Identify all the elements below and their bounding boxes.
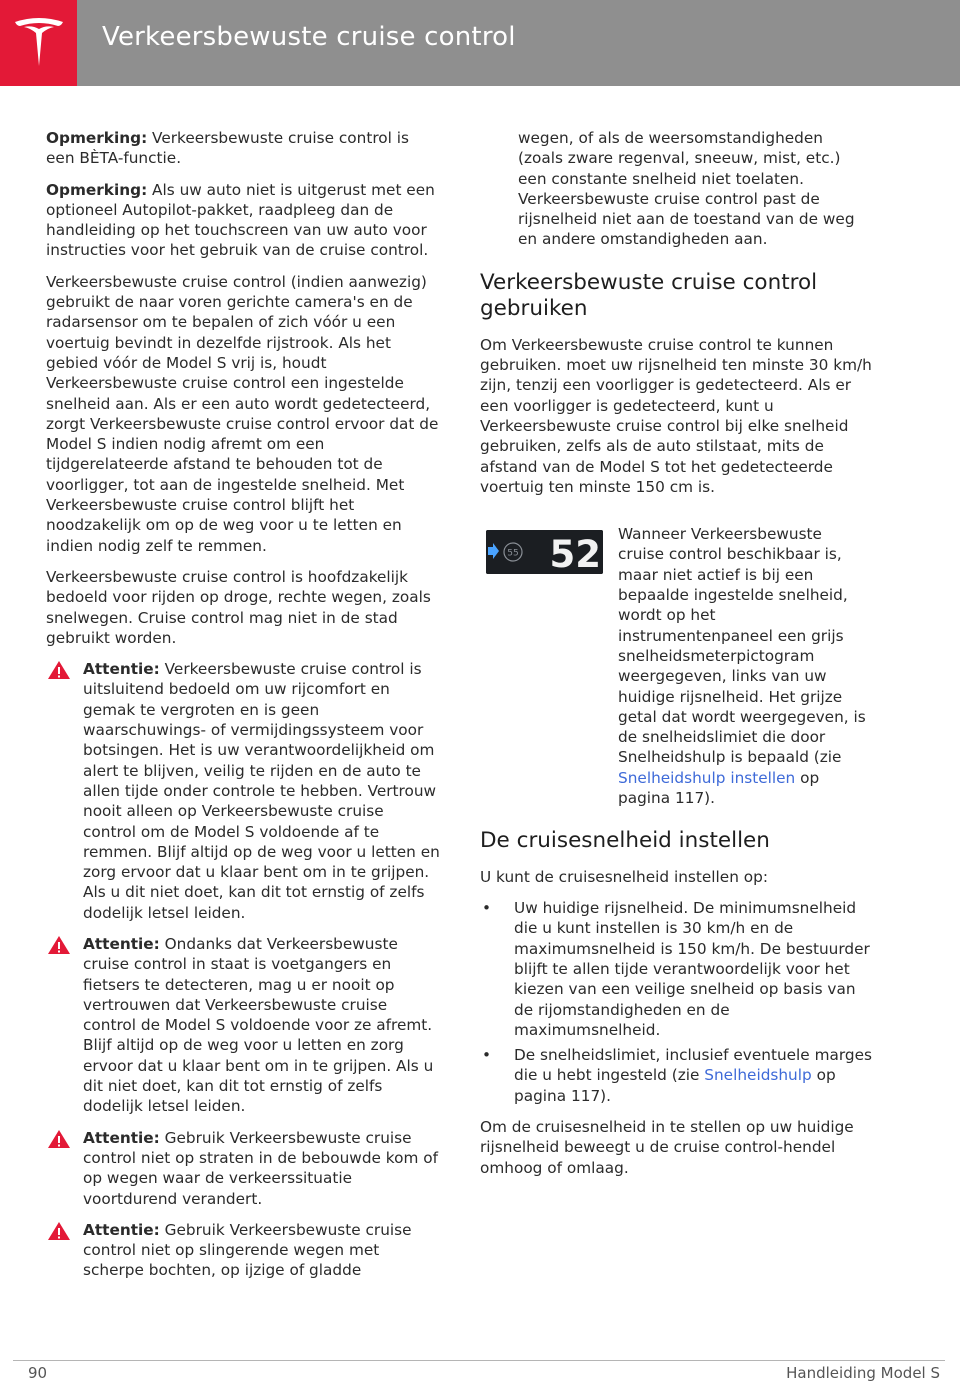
note-label: Opmerking: [46,129,148,147]
note-text: Verkeersbewuste cruise control is een BÈTA-functie. [46,129,409,168]
bullet-icon: • [482,899,492,918]
current-speed-value: 52 [549,533,601,575]
section-heading-instellen: De cruisesnelheid instellen [480,828,770,854]
page-header [0,0,960,86]
list-item-text-after: op pagina 117). [514,1066,836,1105]
warning-triangle-icon [47,660,71,680]
left-column [46,128,441,1292]
warning-triangle-icon [47,1129,71,1149]
body-paragraph: Om Verkeersbewuste cruise control te kunnen gebruiken. moet uw rijsnelheid ten minste 30 km/h zijn, tenzij een voorligger is gedetecteerd. Als er een voorligger is gedetecteerd, kunt u Verkeersbewuste cruise control bij elke snelheid gebruiken, zelfs als de auto stilstaat, mits de afstand van de Model S tot het gedetecteerde voertuig ten minste 150 cm is. [480,335,872,496]
bullet-list [480,898,872,1106]
tesla-logo-icon [13,16,65,70]
link-snelheidshulp-instellen[interactable]: Snelheidshulp instellen [618,768,796,787]
speed-icon-block [480,508,872,808]
warning-triangle-icon [47,935,71,955]
section-heading-gebruiken: Verkeersbewuste cruise control gebruiken [480,269,818,322]
note-text: Als uw auto niet is uitgerust met een optioneel Autopilot-pakket, raadpleeg dan de handleiding op het touchscreen van uw auto voor instructies voor het gebruik van de cruise control. [46,180,435,260]
warning-text: Gebruik Verkeersbewuste cruise control niet op slingerende wegen met scherpe bochten, op ijzige of gladde [83,1220,412,1280]
list-item [480,898,872,1040]
body-paragraph: Verkeersbewuste cruise control (indien aanwezig) gebruikt de naar voren gerichte camera's en de radarsensor om te bepalen of zich vóór u een voertuig bevindt in dezelfde rijstrook. Als het gebied vóór de Model S vrij is, houdt Verkeersbewuste cruise control een ingestelde snelheid aan. Als er een auto wordt gedetecteerd, zorgt Verkeersbewuste cruise control ervoor dat de Model S indien nodig afremt om een tijdgerelateerde afstand te behouden tot de voorligger, tot aan de ingestelde snelheid. Met Verkeersbewuste cruise control blijft het noodzakelijk om op de weg voor u te letten en indien nodig zelf te remmen. [46,272,439,555]
warning-text: Gebruik Verkeersbewuste cruise control niet op straten in de bebouwde kom of op wegen waar de verkeerssituatie voortdurend verandert. [83,1128,438,1208]
footer-divider [13,1360,945,1361]
note-paragraph [46,180,441,261]
warning-label: Attentie: [83,660,160,679]
brand-logo [0,0,77,86]
warning-text: Verkeersbewuste cruise control is uitsluitend bedoeld om uw rijcomfort en gemak te vergroten en is geen waarschuwings- of vermijdingssysteem voor botsingen. Het is uw verantwoordelijkheid om alert te blijven, veilig te rijden en de auto te allen tijde onder controle te hebben. Vertrouw nooit alleen op Verkeersbewuste cruise control om de Model S voldoende af te remmen. Blijf altijd op de weg voor u letten en zorg ervoor dat u klaar bent om in te grijpen. Als u dit niet doet, kan dit tot ernstig of zelfs dodelijk letsel leiden. [83,660,440,922]
speed-text-before: Wanneer Verkeersbewuste cruise control beschikbaar is, maar niet actief is bij een bepaalde ingestelde snelheid, wordt op het instrumentenpaneel een grijs snelheidsmeterpictogram weergegeven, links van uw huidige rijsnelheid. Het grijze getal dat wordt weergegeven, is de snelheidslimiet die door Snelheidshulp is bepaald (zie [618,525,866,767]
speedometer-display-image [486,530,603,574]
page-title: Verkeersbewuste cruise control [102,22,516,52]
footer-title: Handleiding Model S [786,1364,940,1382]
right-column [480,128,872,1189]
list-item [480,1045,872,1106]
warning-text: Ondanks dat Verkeersbewuste cruise control in staat is voetgangers en fietsers te detecteren, mag u er nooit op vertrouwen dat Verkeersbewuste cruise control de Model S voldoende voor ze afremt. Blijf altijd op de weg voor u letten en zorg ervoor dat u klaar bent om in te grijpen. Als u dit niet doet, kan dit tot ernstig of zelfs dodelijk letsel leiden. [83,934,434,1116]
bullet-icon: • [482,1046,492,1065]
speed-limit-value: 55 [507,548,519,559]
list-item-text: Uw huidige rijsnelheid. De minimumsnelheid die u kunt instellen is 30 km/h en de maximumsnelheid is 150 km/h. De bestuurder blijft te allen tijde verantwoordelijk voor het kiezen van een veilige snelheid op basis van de rijomstandigheden en de maximumsnelheid. [514,899,870,1039]
speed-text-after: op pagina 117). [618,768,820,808]
list-item-text: De snelheidslimiet, inclusief eventuele marges die u hebt ingesteld (zie [514,1046,872,1085]
note-label: Opmerking: [46,180,148,199]
warning-triangle-icon [47,1221,71,1241]
body-paragraph: Om de cruisesnelheid in te stellen op uw huidige rijsnelheid beweegt u de cruise control-hendel omhoog of omlaag. [480,1118,854,1177]
warning-block [46,934,441,1117]
note-paragraph [46,128,441,169]
warning-block [46,659,441,923]
page-number: 90 [28,1364,48,1382]
body-paragraph: U kunt de cruisesnelheid instellen op: [480,867,768,886]
warning-label: Attentie: [83,934,160,953]
warning-label: Attentie: [83,1128,160,1147]
warning-label: Attentie: [83,1220,160,1239]
warning-block [46,1220,441,1281]
link-snelheidshulp[interactable]: Snelheidshulp [704,1066,812,1085]
warning-block [46,1128,441,1209]
body-paragraph: wegen, of als de weersomstandigheden (zoals zware regenval, sneeuw, mist, etc.) een constante snelheid niet toelaten. Verkeersbewuste cruise control past de rijsnelheid niet aan de toestand van de weg en andere omstandigheden aan. [518,129,855,249]
body-paragraph: Verkeersbewuste cruise control is hoofdzakelijk bedoeld voor rijden op droge, rechte wegen, zoals snelwegen. Cruise control mag niet in de stad gebruikt worden. [46,567,431,647]
speed-icon-description [618,508,872,808]
